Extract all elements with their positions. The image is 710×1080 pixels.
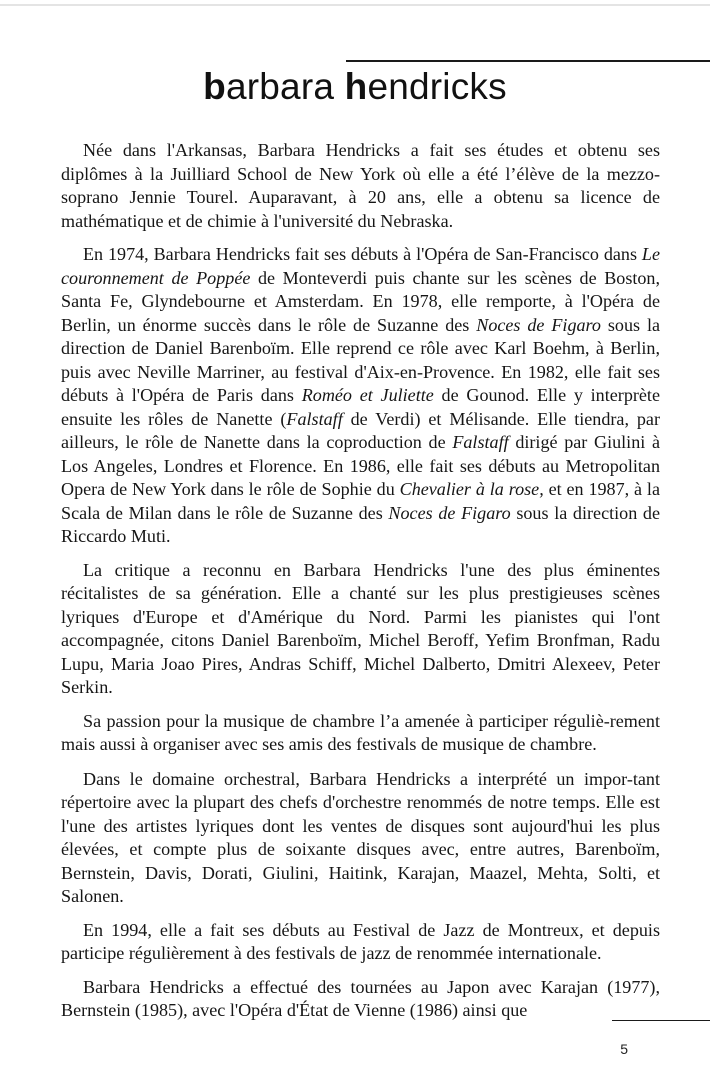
italic-title-text: Le couronnement de Poppée (61, 244, 660, 288)
title-initial-2: h (344, 66, 368, 107)
italic-title-text: Noces de Figaro (388, 502, 511, 523)
title-rest-2: endricks (367, 66, 507, 107)
paragraph-text-run: Sa passion pour la musique de chambre l’a amenée à participer réguliè-rement mais aussi à organiser avec ses amis des festivals de musique de chambre. (61, 710, 660, 754)
paragraph-text-run: sous la direction de Daniel Barenboïm. Elle reprend ce rôle avec Karl Boehm, à Berlin, puis avec Neville Marriner, au festival d'Aix-en-Provence. En 1982, elle fait ses débuts à l'Opéra de Paris dans (61, 314, 661, 405)
italic-title-text: Roméo et Juliette (301, 385, 434, 405)
paragraph-text-run: de Gounod. Elle y interprète ensuite les rôles de Nanette ( (61, 385, 660, 429)
paragraph-6 (61, 919, 660, 966)
paragraph-text-run: de Monteverdi puis chante sur les scènes de Boston, Santa Fe, Glyndebourne et Amsterdam. En 1978, elle remporte, à l'Opéra de Berlin, un énorme succès dans le rôle de Suzanne des (61, 267, 661, 335)
paragraph-text-run: En 1994, elle a fait ses débuts au Festival de Jazz de Montreux, et depuis participe régulièrement à des festivals de jazz de renommée internationale. (61, 919, 660, 963)
paragraph-text-run: dirigé par Giulini à Los Angeles, Londres et Florence. En 1986, elle fait ses débuts au Metropolitan Opera de New York dans le rôle de Sophie du (61, 432, 661, 499)
biography-text (61, 139, 660, 1033)
header-rule (346, 60, 710, 62)
paragraph-text-run: Dans le domaine orchestral, Barbara Hendricks a interprété un impor-tant répertoire avec la plupart des chefs d'orchestre renommés de notre temps. Elle est l'une des artistes lyriques dont les ventes de disques sont aujourd'hui les plus élevées, et compte plus de soixante disques avec, entre autres, Barenboïm, Bernstein, Davis, Dorati, Giulini, Haitink, Karajan, Maazel, Mehta, Solti, et Salonen. (61, 768, 660, 906)
paragraph-5 (61, 768, 660, 909)
title-initial-1: b (203, 66, 226, 107)
paragraph-1 (61, 139, 660, 233)
paragraph-7 (61, 976, 660, 1023)
italic-title-text: Noces de Figaro (476, 314, 601, 335)
page-number: 5 (620, 1041, 628, 1057)
paragraph-text-run: et en 1987, à la Scala de Milan dans le rôle de Suzanne des (61, 479, 660, 523)
paragraph-3 (61, 559, 660, 700)
paragraph-text-run: En 1974, Barbara Hendricks fait ses débuts à l'Opéra de San-Francisco dans (83, 244, 642, 264)
italic-title-text: Falstaff (286, 408, 343, 429)
italic-title-text: Chevalier à la rose, (399, 479, 544, 499)
paragraph-text-run: sous la direction de Riccardo Muti. (61, 502, 660, 546)
paragraph-2 (61, 243, 660, 549)
footer-rule (612, 1020, 710, 1021)
top-thin-rule (0, 4, 710, 6)
paragraph-text-run: Née dans l'Arkansas, Barbara Hendricks a fait ses études et obtenu ses diplômes à la Juilliard School de New York où elle a été l’élève de la mezzo-soprano Jennie Tourel. Auparavant, à 20 ans, elle a obtenu sa licence de mathématique et de chimie à l'université du Nebraska. (61, 140, 660, 231)
paragraph-4 (61, 710, 660, 757)
page-title (0, 66, 710, 108)
title-rest-1: arbara (225, 66, 345, 107)
paragraph-text-run: de Verdi) et Mélisande. Elle tiendra, par ailleurs, le rôle de Nanette dans la coproduction de (61, 408, 660, 452)
italic-title-text: Falstaff (452, 432, 509, 452)
paragraph-text-run: Barbara Hendricks a effectué des tournées au Japon avec Karajan (1977), Bernstein (1985), avec l'Opéra d'État de Vienne (1986) ainsi que (61, 976, 660, 1020)
paragraph-text-run: La critique a reconnu en Barbara Hendricks l'une des plus éminentes récitalistes de sa génération. Elle a chanté sur les plus prestigieuses scènes lyriques d'Europe et d'Amérique du Nord. Parmi les pianistes qui l'ont accompagnée, citons Daniel Barenboïm, Michel Beroff, Yefim Bronfman, Radu Lupu, Maria Joao Pires, Andras Schiff, Michel Dalberto, Dmitri Alexeev, Peter Serkin. (61, 559, 660, 697)
